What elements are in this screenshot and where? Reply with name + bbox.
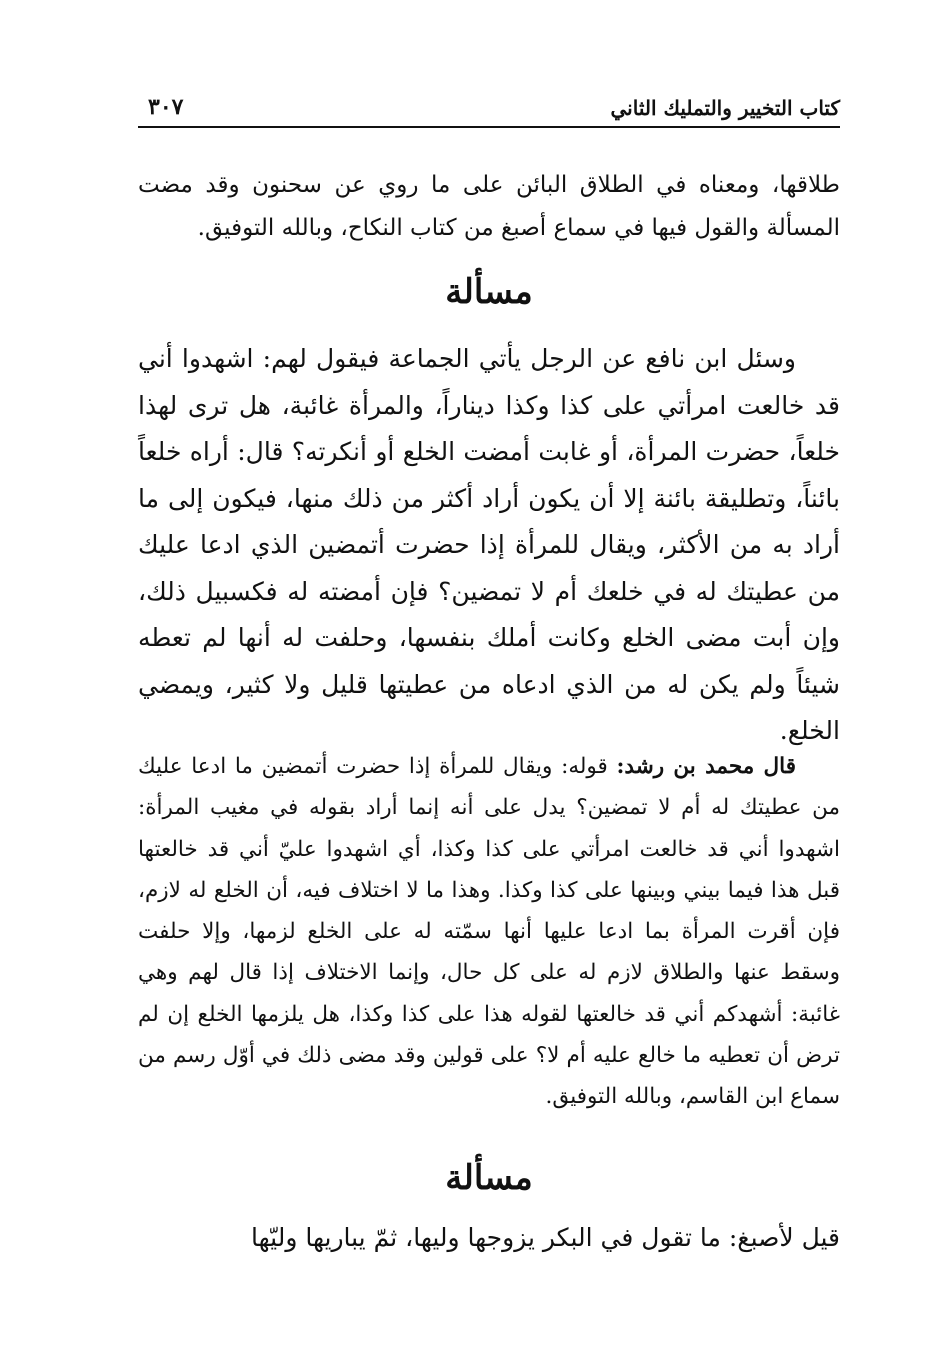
commentary-paragraph xyxy=(138,746,840,1118)
header-book-title: كتاب التخيير والتمليك الثاني xyxy=(610,96,840,120)
question-paragraph-1 xyxy=(138,336,840,755)
question-text-1: وسئل ابن نافع عن الرجل يأتي الجماعة فيقول لهم: اشهدوا أني قد خالعت امرأتي على كذا وكذا ديناراً، والمرأة غائبة، هل ترى لهذا خلعاً، حضرت المرأة، أو غابت أمضت الخلع أو أنكرته؟ قال: أراه خلعاً بائناً، وتطليقة بائنة إلا أن يكون أراد أكثر من ذلك منها، فيكون إلى ما أراد به من الأكثر، ويقال للمرأة إذا حضرت أتمضين الذي ادعا عليك من عطيتك له في خلعك أم لا تمضين؟ فإن أمضته له فكسبيل ذلك، وإن أبت مضى الخلع وكانت أملك بنفسها، وحلفت له أنها لم تعطه شيئاً ولم يكن له من الذي ادعاه من عطيتها قليل ولا كثير، ويمضي الخلع. xyxy=(138,344,840,745)
intro-text: طلاقها، ومعناه في الطلاق البائن على ما روي عن سحنون وقد مضت المسألة والقول فيها في سماع أصبغ من كتاب النكاح، وبالله التوفيق. xyxy=(138,172,840,241)
commentary-speaker: قال محمد بن رشد: xyxy=(616,754,796,779)
running-header xyxy=(138,88,840,128)
commentary-text: قوله: ويقال للمرأة إذا حضرت أتمضين ما ادعا عليك من عطيتك له أم لا تمضين؟ يدل على أنه إنما أراد بقوله في مغيب المرأة: اشهدوا أني قد خالعت امرأتي على كذا وكذا، أي اشهدوا عليّ أني قد خالعتها قبل هذا فيما بيني وبينها على كذا وكذا. وهذا ما لا اختلاف فيه، أن الخلع له لازم، فإن أقرت المرأة بما ادعا عليها أنها سمّته له على الخلع لزمها، وإلا حلفت وسقط عنها والطلاق لازم له على كل حال، وإنما الاختلاف إذا قال لهم وهي غائبة: أشهدكم أني قد خالعتها لقوله هذا على كذا وكذا، هل يلزمها الخلع إن لم ترض أن تعطيه ما خالع عليه أم لا؟ على قولين وقد مضى ذلك في أوّل رسم من سماع ابن القاسم، وبالله التوفيق. xyxy=(138,754,840,1110)
section-heading-2: مسألة xyxy=(445,1158,533,1198)
page-number: ٣٠٧ xyxy=(148,94,184,120)
section-heading-1: مسألة xyxy=(445,272,533,312)
question-paragraph-2 xyxy=(138,1215,840,1261)
question-text-2: قيل لأصبغ: ما تقول في البكر يزوجها وليها، ثمّ يباريها وليّها xyxy=(251,1223,840,1252)
intro-paragraph xyxy=(138,164,840,250)
commentary-body xyxy=(138,746,840,1118)
